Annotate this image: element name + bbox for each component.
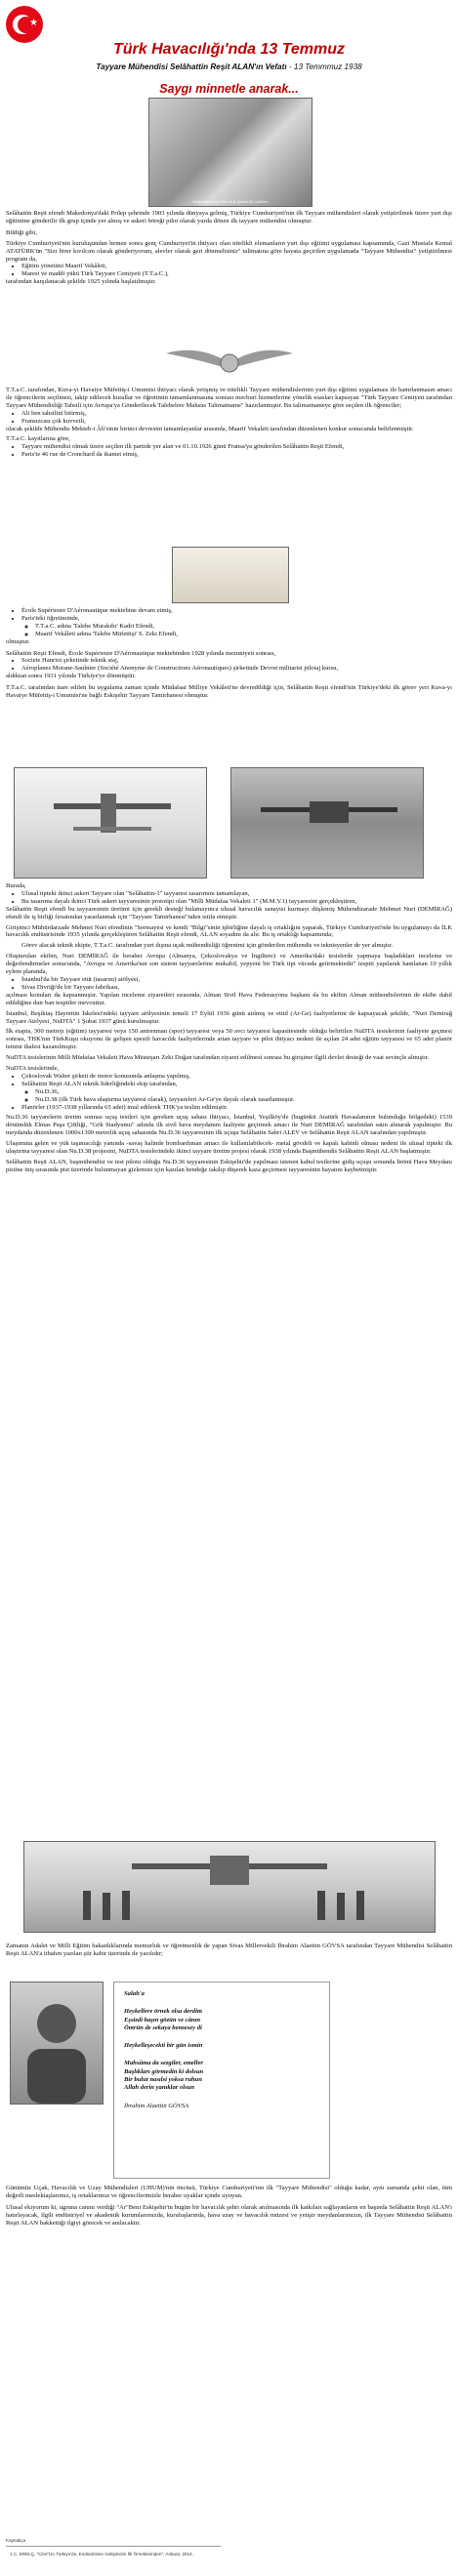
list-item: • Çekoslovak Walter şirketi de motor konusunda anlaşma yapılmış, xyxy=(21,1073,452,1081)
list-item: • Societe Hanriot şirketinde teknik staj, xyxy=(21,657,452,665)
paragraph-1: Selâhattin Reşit efendi Makedonya'daki Prilep şehrinde 1903 yılında dünyaya gelmiş, Türkiye Cumhuriyeti'nin ilk Tayyare mühendisleri olarak yetiştirilmek üzere yurt dışı eğitimine gönderilir ilk grup içinde yer almış ve askeri böreği pilot olarak yurda dönen ilk tayyare mühendisi olmuştur. xyxy=(6,210,452,225)
list-item: • Eğitim yönetimi Maarif Vekâleti, xyxy=(21,263,452,270)
list-p7 xyxy=(6,657,452,673)
paragraph-20: Zamanın Adalet ve Milli Eğitim bakanlıklarında memurluk ve öğretmenlik de yapan Sivas Milletvekili İbrahim Alaettin GÖVSA tarafından Tayyare Mühendisi Selâhattin Reşit ALAN'a ithafen yazılan şiir kabir üzerinde de yazılıdır; xyxy=(6,1942,452,1957)
list-item: • Maresi ve maddi yükü Türk Tayyare Cemiyeti (T.T.a.C.), xyxy=(21,270,452,278)
paragraph-11: Görev alacak teknik ekipte, T.T.a.C. tarafından yurt dışına uçak mühendisliği öğrenimi için gönderilen mühendis ve teknisyenler de yer almıştır. xyxy=(21,942,394,950)
subtitle-name: Tayyare Mühendisi Selâhattin Reşit ALAN'ın Vefatı xyxy=(96,62,287,71)
text-block-6 xyxy=(6,2185,452,2228)
paragraph-15: NuDTA tesislerinin Milli Müdafaa Vekaleti Hava Müsteşarı Zeki Doğan tarafından ziyaret edilmesi sonrası bu girişime ilgili devlet desteği de vaat sevinçle almıştır. xyxy=(6,1054,430,1062)
list-item: • Ali ben tahsilini bitirmiş, xyxy=(21,410,452,418)
list-p3 xyxy=(6,263,452,278)
list-item: • Paris'teki öğretiminde, ◦ T.T.a.C. adına 'Talebe Murakıbı' Kadri Efendi, ◦ Maarif Vekâleti adına 'Talebe Müfettişi' S. Zeki Efendi, xyxy=(21,615,452,638)
aircraft-photo-right xyxy=(230,767,424,879)
historic-document-photo xyxy=(172,547,289,603)
list-p16 xyxy=(6,1073,452,1112)
paragraph-21: Günümüz Uçak, Havacılık ve Uzay Mühendisleri (UHUM)'nin öncüsü, Türkiye Cumhuriyeti'nin ilk "Tayyare Mühendisi" olduğu kadar, aynı zamanda şehit olan, tüm değerli meslektaşlarımız, iş ortaklarımız ve öğrencilerimizle beraber uyaklar içinde uyuyun. xyxy=(6,2185,452,2199)
wings-emblem-icon xyxy=(164,344,295,383)
list-item: • École Supérieure D'Aéronautique mektebine devam etmiş, xyxy=(21,607,452,615)
list-sub-item: ◦ Maarif Vekâleti adına 'Talebe Müfettişi' S. Zeki Efendi, xyxy=(35,631,452,638)
paragraph-19: Selâhattin Reşit ALAN, başmühendisi ve test pilotu olduğu Nu.D.36 tayyaresinin Eskişehir'de yapılması istenen kabul testlerine gidiş uçuşu sonunda İnönü Hava Meydanı pistine iniş sırasında pist üzerinde bulunmayan gizlemsiz için kazılan hendeğe takılıp düşerek kaza geçirmesi tayyaresinin hayatını kaybetmiştir. xyxy=(6,1159,452,1173)
poem-line: Ömrün de sekaya benzesey di xyxy=(124,2024,202,2031)
paragraph-4: T.T.a.C. tarafından, Kuva-yı Havaiye Müfettiş-i Umumisi ihtiyacı olarak yetişmiş ve nitelikli Tayyare mühendislerinin yurt dışı eğitimi uygulaması ile hamrlanmasın amacı ile öğrencilerin seçilmesi, takip edilecek kurallar ve öğretimin tamamlanmasına sonrası mecburi hizmetlerine yönelik esasları kapsayan "Türk Tayyare Cemiyeti tarafından Tayyare Mühendisliği Tahsili için Avrupa'ya Gönderilecek Talebelere Mahsus Talimatname" hazırlanmıştır. Bu talimatnameye göre seçilen ilk öğrenciler; xyxy=(6,387,452,409)
group-photo xyxy=(23,1841,436,1933)
paragraph-13: İstanbul, Beşiktaş Hayrettin İskelesi'ndeki tayyare atölyesinin temeli 17 Eylül 1936 günü atılmış ve ettid (Ar-Ge) faaliyetlerini de kapsayacak şekilde, "Nuri Demirağ Tayyare Atelyesi, NuDTA" 1 Şubat 1937 günü kurulmuştur. xyxy=(6,1009,452,1025)
poem-line: Eşsizdi başın gözün ve cânın xyxy=(124,2016,201,2024)
slogan: Saygı minnetle anarak... xyxy=(159,82,299,96)
footer-reference: 1 C. ERELÇ, "Cins"Un Türkiye'de, Endüstrisine Gelişimizin İlk Örneklerinden", Ankara, 2014. xyxy=(10,2552,193,2556)
photo-caption: Selâhattin Reşit Efendi & Ahmet Ali Çelikten xyxy=(192,199,269,204)
footer-divider xyxy=(6,2546,221,2547)
paragraph-3: Türkiye Cumhuriyeti'nin kuruluşundan hemen sonra genç Cumhuriyet'in ihtiyacı olan nitelikli elemanların yurt dışı eğitimi uygulaması kapsamında, Gazi Mustafa Kemal ATATÜRK'ün "Sizi birer kıvılcım olarak gönderiyorum, alevler olarak geri dönmelisiniz" talimatına göre hayata geçirilen uygulamada "Tayyare Mühendisi" yetiştirilmesi program da, xyxy=(6,239,452,263)
paragraph-8: T.T.a.C. tarafından itare edilen bu uygulama zaman içinde Müdafaai Milliye Vekâleti'ne devredildiği için, Selâhattin Reşit efendi'nin Türkiye'deki ilk görev yeri Kuva-yı Havaiye Müfettiş-i Umumisi'ne bağlı Eskişehir Tayyare Tamirhanesi olmuştur. xyxy=(6,684,452,700)
text-block-5 xyxy=(6,1942,452,1958)
list-item: • Selâhattin Reşit ALAN teknik liderliğindeki ekip tarafından, ◦ Nu.D.36, ◦ Nu.D.38 (ilk Türk hava ulaştırma tayyaresi olarak), tayyareleri Ar-Ge'ye dayalı olarak tasarlanmıştır. xyxy=(21,1081,452,1104)
paragraph-7-end: aldıktan sonra 1931 yılında Türkiye'ye dönmüştür. xyxy=(6,673,136,680)
text-block-4 xyxy=(6,882,452,1174)
paragraph-12: Oluşturulan ekibin, Nuri DEMİRAĞ ile beraber Avrupa (Almanya, Çekoslovakya ve İngiltere) ve Amerika'daki tesislerde yapmaya başladıkları inceleme ve değerlendirmeler sonucunda, "Avrupa ve Amerika'nın son sistem tayyarelerine mukabil, yepyeni bir Türk tipi vücuda getirmektedir" tespiti yapılarak hamlanan 10 yıllık eylem planında, xyxy=(6,953,452,976)
paragraph-7: Selâhattin Reşit Efendi, École Supérieure D'Aéronautique mektebinden 1928 yılında mezuniyeti sonrası, xyxy=(6,649,276,657)
paragraph-9-end: Selâhattin Reşit efendi bu tayyaresinin üretimi için gerekli desteği bulamayınca ulusal havacılık sanayisi kurmayı düşlemiş Mühendizarade Mehmet Nuri (DEMİRAĞ) efendi ile iş birliği fırsatından yararlanmak için "Tayyare Tamirhanesi"nden istifa etmiştir. xyxy=(6,905,452,920)
list-p12 xyxy=(6,976,452,992)
paragraph-2: Bildiği gibi, xyxy=(6,228,37,236)
poem-line: Allah derin yanıklar olsun xyxy=(124,2084,195,2092)
list-item: • İstanbul'da bir Tayyare etüt (tasarım) atölyesi, xyxy=(21,976,452,984)
paragraph-14: İlk etapta, 300 metrejı (eğitim) tayyaresi veya 150 antrenman (spor) tayyaresi veya 50 avcı tayyaresi kapasitesinde olduğu belirtilen NuDTA tesislerinin faaliyete geçmesi sonrası, THK'nın TürkKuşu okuyonu ile gelişen spesifi havacılık faaliyetlerinde artan tayyare ve pilot ihtiyacı nedeni ile açılan 24 adet eğitim tayyaresi ve 65 adet planör temini ihalesi kazanılmıştır. xyxy=(6,1028,452,1051)
list-item: • Planörler (1937-1938 yıllarında 65 adet) imal edilerek THK'ya teslim edilmiştir. xyxy=(21,1104,452,1112)
list-p6 xyxy=(6,607,452,638)
list-sub-item: ◦ Nu.D.36, xyxy=(35,1088,452,1096)
paragraph-6-end: olmuştur. xyxy=(6,637,30,645)
paragraph-12-end: açılması konuları da kapsanmıştır. Yapılan inceleme ziyaretleri sırasında, Alman Sivil Hava Federasyonu başkanı da bu ekibin Alman mühendislerinin de ekibe dahil edildiğine dair ban tespitler mevcuttur. xyxy=(6,991,452,1006)
poem-line: Bir bulut nasılsi yoksa ruhun xyxy=(124,2076,202,2084)
paragraph-18: Ulaşımına gelen ve yük taşımacılığı yanında -savaş halinde bombardıman amacı ile kullanılabilecek- metal gövdeli ve kapalı kabinli olması nedeni ile ulusal tipteki ilk ulaştırma tayyaresi olan Nu.D.38 projesini, NuDTA tesislerindeki ikinci tayyare üretim projesi olarak 1938 yılında Başmühendis Selâhattin Reşit ALAN başlatmıştır. xyxy=(6,1140,452,1156)
list-item: • Aéroplanes Morane-Saulnier (Société Anonyme de Constructions Aéronautiques) şirketinde Devret militarist pilotaj kursu, xyxy=(21,665,452,673)
historic-photo-1 xyxy=(148,98,312,207)
aircraft-photo-left xyxy=(14,767,207,879)
text-block-1 xyxy=(6,210,452,286)
list-item: • Tayyare mühendisi olmak üzere seçilen ilk partide yer alan ve 01.10.1926 günü Fransa'ya gönderilen Selâhattin Reşit Efendi, xyxy=(21,443,452,451)
paragraph-10: Girişimci Mühürdarzade Mehmet Nuri efendinin "Sermayesi ve kendi "Bilgi"sinin işbirliğine dayalı iş ortaklığını yaparak, Türkiye Cumhuriyeti'nde bu uygulamayı da İLK havacılık endüstrisinde 1935 yılında gerçekleştiren Selâhattin Reşit efendi, ALAN soyadını da alır. Bu iş ortaklığı kapsamında; xyxy=(6,923,452,939)
poem-line: Başlıkları görmedin ki dolsun xyxy=(124,2067,204,2075)
footer-label: Kaynakça xyxy=(6,2538,26,2543)
list-p4 xyxy=(6,410,452,426)
list-sub-item: ◦ Nu.D.38 (ilk Türk hava ulaştırma tayyaresi olarak), tayyareleri Ar-Ge'ye dayalı olarak tasarlanmıştır. xyxy=(35,1096,452,1104)
paragraph-16: NuDTA tesislerinde, xyxy=(6,1065,60,1073)
list-p9 xyxy=(6,890,452,906)
list-p5 xyxy=(6,443,452,459)
text-block-3 xyxy=(6,607,452,700)
poem-box xyxy=(113,1982,330,2179)
list-sub-item: ◦ T.T.a.C. adına 'Talebe Murakıbı' Kadri Efendi, xyxy=(35,623,452,631)
poem-heading: Salah'a xyxy=(124,1990,145,1997)
list-item: • Fransızcası çok kuvvetli, xyxy=(21,418,452,426)
turkish-flag-icon: ★ xyxy=(6,6,43,43)
poem-line: Heykelleşecekti bir gün ismin xyxy=(124,2042,203,2050)
poem-line: Mahsûma da sezgiler, emeller xyxy=(124,2060,203,2067)
poem-signature: İbrahim Alaettin GÖVSA xyxy=(124,2102,189,2109)
paragraph-4-end: olacak şekilde Mühendis Mekteb-i Âli'sinin birinci devresini tamamlayanlar arasında, Maarif Vekaleti tarafından düzenlenen konkur sonucunda belirlenmiştir. xyxy=(6,425,414,432)
poem-line: Heykellere örnek olsa derdim xyxy=(124,2008,203,2016)
list-item: • Bu tasarıma dayalı ikinci Türk askeri tayyaresinin prototipi olan "Milli Müdafaa Vekaleti 1" (M.M.V.1) tayyaresini gerçekleştiren, xyxy=(21,898,452,906)
portrait-photo xyxy=(10,1982,104,2105)
paragraph-5: T.T.a.C. kayıtlarına göre, xyxy=(6,435,70,443)
list-item: • Paris'te 46 rue de Cronchard da ikamet etmiş, xyxy=(21,451,452,459)
paragraph-22: Ulusal ekiyorum ki, ugruna canını verdiği "Ar"Beni Eskişehir'in bugün bir havacılık şehri olarak anılmasında ilk katkıları sağlayanların en başında Selâhattin Reşit ALAN'ı hatırlayacak, ilgili endüstriyel ve akademik kurumlarımızda, kuruluşlarında, hava uzay ve havacılık müzesi ve yetişir meydanlarımızın, ilk Tayyare Mühendisi Selâhattin Reşit ALAN hakkettiği ilgiyi görecek ve anılacaktır. xyxy=(6,2203,452,2227)
page-title: Türk Havacılığı'nda 13 Temmuz xyxy=(112,41,346,58)
list-item: • Ulusal tipteki ikinci askeri Tayyare olan "Selâhattin-1" tayyaresi tasarımını tamamlayan, xyxy=(21,890,452,898)
paragraph-17: Nu.D.36 tayyarelerin üretim sonrası uçuş testleri için gereken uçuş sahası ihtiyacı, İstanbul, Yeşilköy'de (bugünkü Atatürk Havaalanının bulunduğu bölgedeki) 1539 dönümlük Elmas Paşa Çiftliği, "Gök Stadyumu" adında ilk sivil hava meydanını faaliyete geçirmek amacı ile Nuri DEMİRAĞ tarafından satın alınarak yapılmıştır. Bu meydanda düzenlenen 1000x1300 metrelik uçuş sahasında Nu.D.36 tayyaresinin ilk uçuşu Selâhattin Sabri ALEV ve Selâhattin Reşit ALAN tarafından yapılmıştır. xyxy=(6,1114,452,1137)
subtitle-date: - 13 Temmmuz 1938 xyxy=(286,62,362,71)
paragraph-9: Burada, xyxy=(6,882,26,889)
text-block-2 xyxy=(6,387,452,459)
page-subtitle xyxy=(0,62,458,71)
paragraph-3-end: tarafından karşılanacak şekilde 1925 yılında başlatılmıştır. xyxy=(6,278,156,286)
list-item: • Sivas Divriği'de bir Tayyare fabrikası, xyxy=(21,984,452,992)
